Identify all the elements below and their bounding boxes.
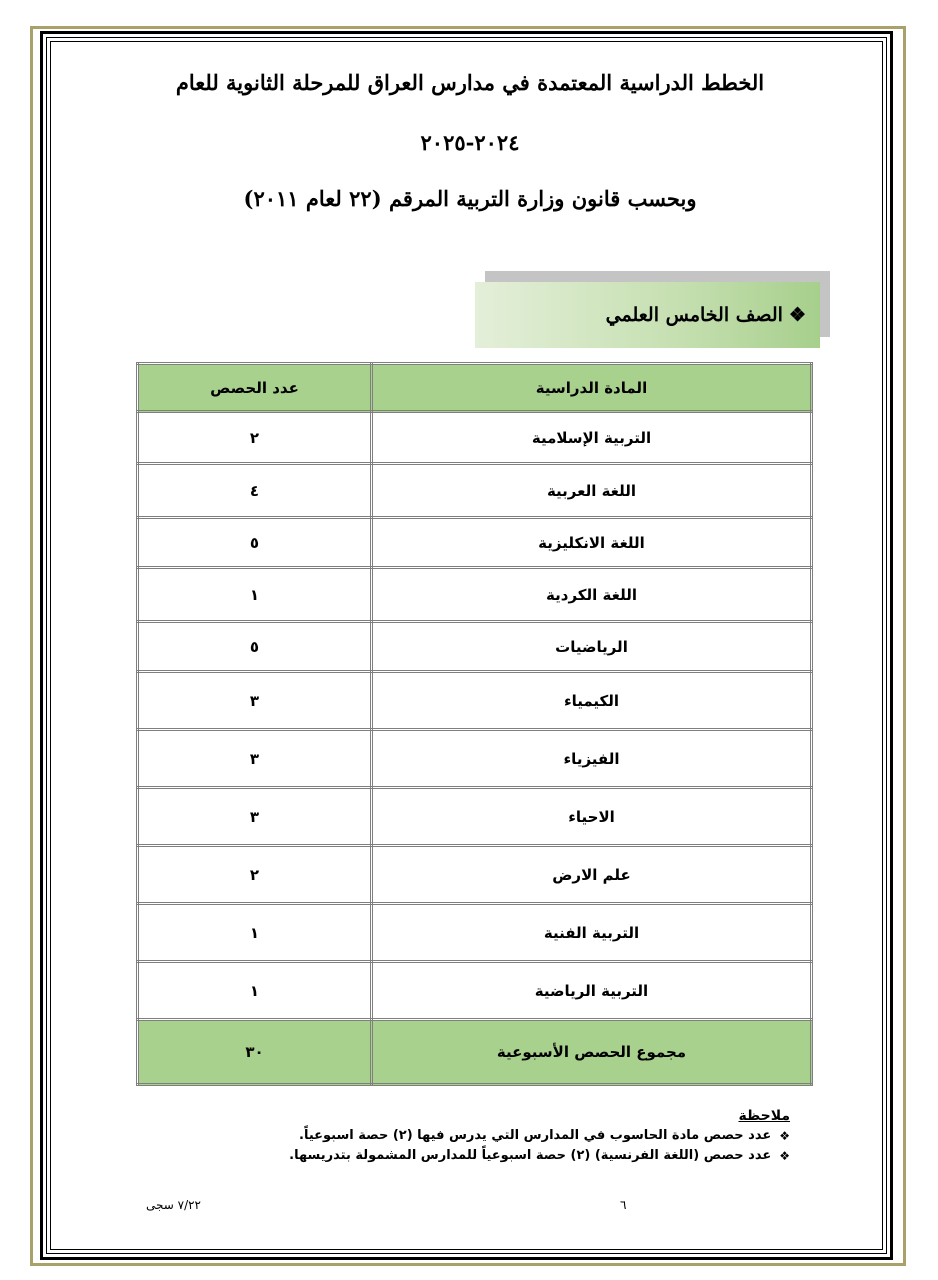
table-row (138, 904, 812, 962)
note-text: عدد حصص (اللغة الفرنسية) (٢) حصة اسبوعياً للمدارس المشمولة بتدريسها. (289, 1148, 772, 1163)
subject-cell: الكيمياء (372, 672, 812, 730)
header-subject: المادة الدراسية (372, 364, 812, 412)
count-cell: ٥ (138, 518, 372, 568)
count-cell: ١ (138, 904, 372, 962)
count-cell: ٥ (138, 622, 372, 672)
total-label-cell: مجموع الحصص الأسبوعية (372, 1020, 812, 1085)
grade-heading (475, 282, 820, 348)
table-row (138, 672, 812, 730)
subject-cell: اللغة العربية (372, 464, 812, 518)
grade-heading-label: الصف الخامس العلمي (605, 304, 783, 326)
subject-cell: التربية الرياضية (372, 962, 812, 1020)
count-cell: ٤ (138, 464, 372, 518)
subject-cell: اللغة الانكليزية (372, 518, 812, 568)
count-cell: ٣ (138, 672, 372, 730)
subject-cell: اللغة الكردية (372, 568, 812, 622)
table-row (138, 412, 812, 464)
header-count: عدد الحصص (138, 364, 372, 412)
document-title-line1: الخطط الدراسية المعتمدة في مدارس العراق للمرحلة الثانوية للعام (175, 70, 765, 95)
count-cell: ٣ (138, 730, 372, 788)
subject-cell: الفيزياء (372, 730, 812, 788)
table-row (138, 622, 812, 672)
subject-cell: التربية الفنية (372, 904, 812, 962)
note-item (150, 1126, 790, 1146)
subject-cell: علم الارض (372, 846, 812, 904)
note-item (150, 1146, 790, 1166)
count-cell: ٢ (138, 846, 372, 904)
diamond-bullet-icon: ❖ (779, 1129, 790, 1143)
count-cell: ١ (138, 568, 372, 622)
subject-cell: الرياضيات (372, 622, 812, 672)
notes-section (150, 1108, 790, 1166)
study-plan-table (136, 362, 813, 1086)
footer-stamp: ٧/٢٢ سجى (146, 1198, 202, 1212)
table-row (138, 568, 812, 622)
total-row (138, 1020, 812, 1085)
table-row (138, 846, 812, 904)
table-header-row (138, 364, 812, 412)
note-text: عدد حصص مادة الحاسوب في المدارس التي يدرس فيها (٢) حصة اسبوعياً. (299, 1128, 772, 1143)
table-row (138, 464, 812, 518)
subject-cell: الاحياء (372, 788, 812, 846)
count-cell: ٢ (138, 412, 372, 464)
count-cell: ١ (138, 962, 372, 1020)
table-row (138, 788, 812, 846)
table-row (138, 730, 812, 788)
table-row (138, 518, 812, 568)
diamond-bullet-icon: ❖ (788, 304, 806, 326)
total-count-cell: ٣٠ (138, 1020, 372, 1085)
document-title-law: وبحسب قانون وزارة التربية المرقم (٢٢ لعام ٢٠١١) (243, 186, 697, 211)
count-cell: ٣ (138, 788, 372, 846)
notes-heading: ملاحظة (738, 1108, 790, 1124)
document-title-year: ٢٠٢٤-٢٠٢٥ (420, 130, 520, 155)
table-row (138, 962, 812, 1020)
diamond-bullet-icon: ❖ (779, 1149, 790, 1163)
page-number: ٦ (620, 1198, 627, 1212)
subject-cell: التربية الإسلامية (372, 412, 812, 464)
